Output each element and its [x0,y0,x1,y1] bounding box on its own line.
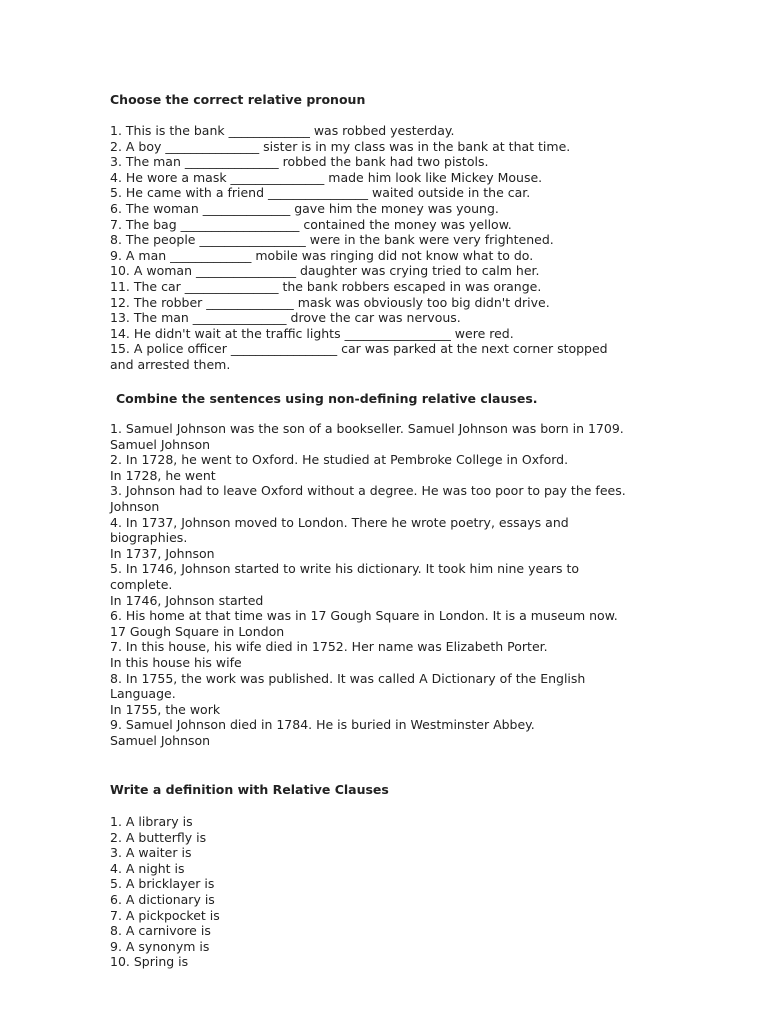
section2-line: 2. In 1728, he went to Oxford. He studied at Pembroke College in Oxford. [110,452,569,468]
section2-line: 6. His home at that time was in 17 Gough Square in London. It is a museum now. [110,608,618,624]
section2-line: 4. In 1737, Johnson moved to London. There he wrote poetry, essays and [110,514,569,530]
section1-line: 1. This is the bank _____________ was robbed yesterday. [110,123,455,138]
section1-line: 6. The woman ______________ gave him the money was young. [110,200,499,216]
section3-line: 3. A waiter is [110,845,192,861]
section1-line: 2. A boy _______________ sister is in my class was in the bank at that time. [110,138,571,154]
section3-line: 10. Spring is [110,954,189,970]
section3-line: 6. A dictionary is [110,891,215,907]
section2-line: 8. In 1755, the work was published. It was called A Dictionary of the English [110,670,586,686]
section3-title: Write a definition with Relative Clauses [110,782,389,797]
section1-line: 15. A police officer _________________ car was parked at the next corner stopped [110,341,608,357]
section3-list [110,814,670,970]
section2-line: complete. [110,576,173,592]
section2-list [110,421,670,748]
section2-line: 17 Gough Square in London [110,623,285,639]
section1-line: 5. He came with a friend ________________ waited outside in the car. [110,185,531,201]
section3-line: 2. A butterfly is [110,829,207,845]
section1-line: 11. The car _______________ the bank robbers escaped in was orange. [110,278,542,294]
section2-line: 5. In 1746, Johnson started to write his dictionary. It took him nine years to [110,561,579,577]
section3-line: 8. A carnivore is [110,923,211,939]
section1-line: 4. He wore a mask _______________ made him look like Mickey Mouse. [110,169,543,185]
section2-line: Language. [110,686,176,702]
section1-title: Choose the correct relative pronoun [110,92,366,107]
section2-line: biographies. [110,530,188,546]
section3-line: 9. A synonym is [110,938,210,954]
section1-line: 9. A man _____________ mobile was ringing did not know what to do. [110,247,534,263]
section3-line: 4. A night is [110,860,185,876]
section1-line: 3. The man _______________ robbed the bank had two pistols. [110,154,489,170]
section3-line: 1. A library is [110,814,193,829]
section2-line: 1. Samuel Johnson was the son of a bookseller. Samuel Johnson was born in 1709. [110,421,624,436]
section2-line: In this house his wife [110,654,242,670]
section1-line: 13. The man _______________ drove the car was nervous. [110,310,461,326]
section1-line: 12. The robber ______________ mask was obviously too big didn't drive. [110,294,550,310]
section1-line: and arrested them. [110,356,231,372]
section3-line: 5. A bricklayer is [110,876,215,892]
section2-title: Combine the sentences using non-defining relative clauses. [116,391,538,406]
section1-line: 7. The bag ___________________ contained the money was yellow. [110,216,512,232]
section2-line: 9. Samuel Johnson died in 1784. He is buried in Westminster Abbey. [110,717,535,733]
section1-list [110,123,670,373]
section3-line: 7. A pickpocket is [110,907,220,923]
section2-line: In 1737, Johnson [110,545,215,561]
section2-line: 7. In this house, his wife died in 1752. Her name was Elizabeth Porter. [110,639,548,655]
section2-line: Samuel Johnson [110,436,211,452]
section2-line: In 1728, he went [110,467,216,483]
section1-line: 14. He didn't wait at the traffic lights _________________ were red. [110,325,514,341]
section2-line: Johnson [110,498,160,514]
section2-line: 3. Johnson had to leave Oxford without a degree. He was too poor to pay the fees. [110,483,626,499]
section1-line: 10. A woman ________________ daughter was crying tried to calm her. [110,263,540,279]
section1-line: 8. The people _________________ were in the bank were very frightened. [110,232,554,248]
section2-line: Samuel Johnson [110,732,211,748]
section2-line: In 1755, the work [110,701,221,717]
section2-line: In 1746, Johnson started [110,592,264,608]
